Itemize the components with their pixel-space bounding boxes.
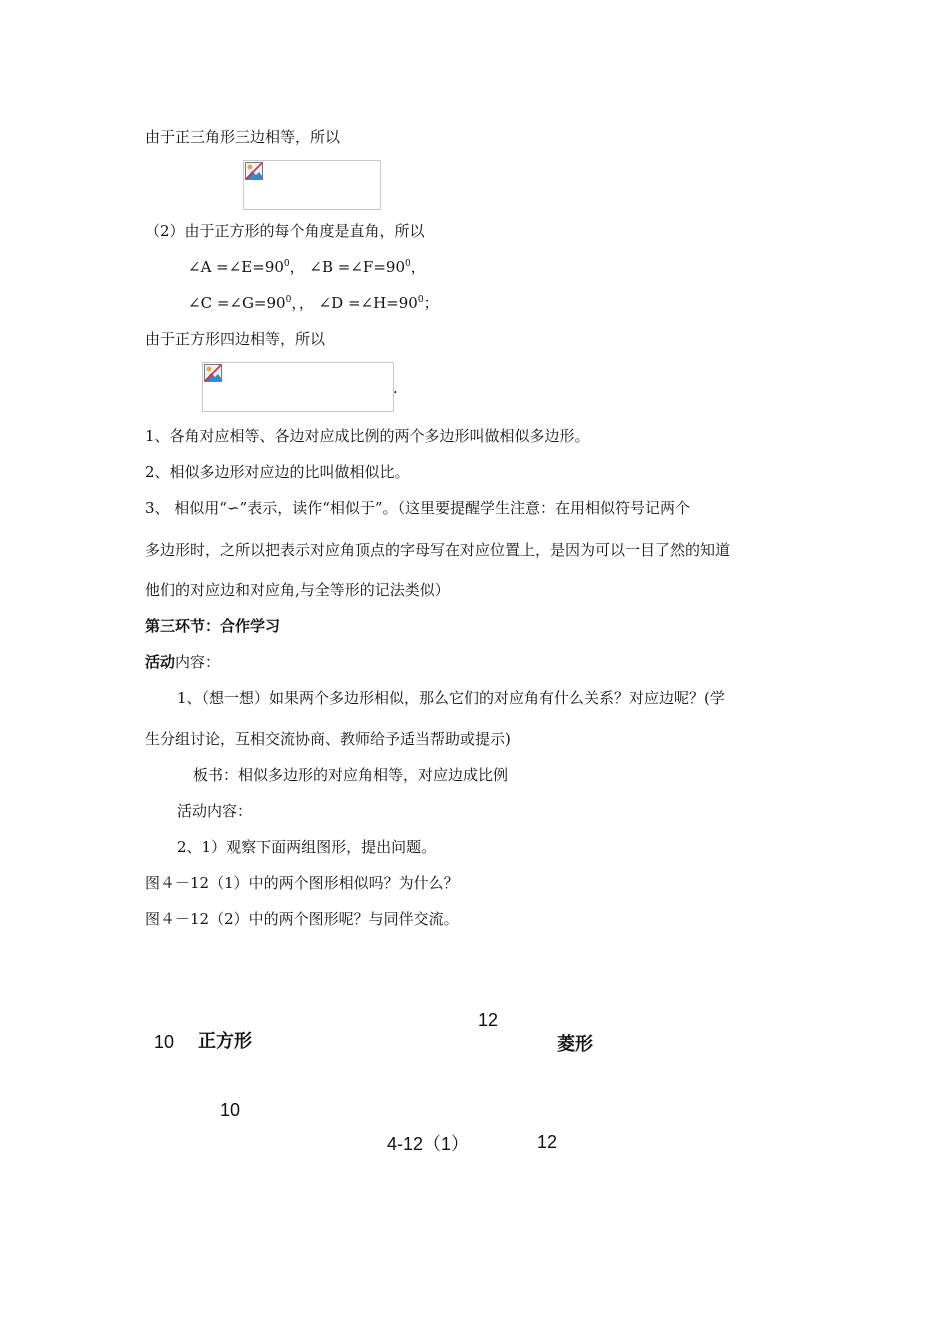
angle-text: ， ∠B =∠F=90 — [289, 258, 405, 276]
board-note: 板书：相似多边形的对应角相等，对应边成比例 — [193, 766, 509, 784]
definition-3: 3、 相似用“∽”表示，读作“相似于”。（这里要提醒学生注意：在用相似符号记两个 — [145, 499, 691, 517]
figure-question-1: 图４－12（1）中的两个图形相似吗？为什么？ — [145, 874, 459, 892]
text-line: （2）由于正方形的每个角度是直角，所以 — [145, 222, 425, 240]
degree-sup: 0 — [283, 259, 290, 269]
degree-sup: 0 — [285, 295, 292, 305]
square-side-bottom-label: 10 — [220, 1100, 241, 1120]
definition-1: 1、各角对应相等、各边对应成比例的两个多边形叫做相似多边形。 — [145, 427, 590, 445]
figure-question-2: 图４－12（2）中的两个图形呢？与同伴交流。 — [145, 910, 459, 928]
definition-3-cont: 多边形时，之所以把表示对应角顶点的字母写在对应位置上，是因为可以一目了然的知道 — [145, 541, 731, 559]
activity-rest: 内容： — [175, 653, 221, 671]
angle-line-1 — [188, 257, 426, 277]
question-1: 1、（想一想）如果两个多边形相似，那么它们的对应角有什么关系？对应边呢？(学 — [177, 689, 725, 707]
text-line: 由于正方形四边相等，所以 — [145, 330, 326, 348]
square-side-top-label: 10 — [154, 1032, 175, 1052]
figure-caption: 4-12（1） — [387, 1134, 470, 1154]
definition-2: 2、相似多边形对应边的比叫做相似比。 — [145, 463, 410, 481]
activity-bold: 活动 — [145, 653, 176, 671]
question-2: 2、1）观察下面两组图形，提出问题。 — [177, 838, 437, 856]
angle-text: ∠C =∠G=90 — [188, 294, 286, 312]
broken-image-2 — [202, 362, 394, 412]
activity-label — [145, 652, 220, 672]
angle-text: ， — [410, 258, 426, 276]
definition-3-cont: 他们的对应边和对应角,与全等形的记法类似） — [145, 581, 450, 599]
angle-line-2 — [188, 293, 439, 313]
broken-image-1 — [243, 160, 381, 210]
rhombus-name-label: 菱形 — [557, 1034, 593, 1055]
activity-content: 活动内容： — [177, 802, 253, 820]
text-line: 由于正三角形三边相等，所以 — [145, 128, 341, 146]
degree-sup: 0 — [417, 295, 424, 305]
square-name-label: 正方形 — [198, 1031, 252, 1052]
angle-text: ∠A =∠E=90 — [188, 258, 284, 276]
rhombus-side-bottom-label: 12 — [537, 1132, 558, 1152]
rhombus-side-top-label: 12 — [478, 1010, 499, 1030]
question-1-cont: 生分组讨论，互相交流协商、教师给予适当帮助或提示) — [145, 730, 511, 748]
broken-image-icon — [204, 364, 222, 382]
broken-image-icon — [245, 162, 263, 180]
section-heading: 第三环节：合作学习 — [145, 617, 281, 635]
period-mark: . — [393, 379, 398, 397]
angle-text: ，， ∠D =∠H=90 — [291, 294, 418, 312]
angle-text: ； — [423, 294, 439, 312]
degree-sup: 0 — [404, 259, 411, 269]
